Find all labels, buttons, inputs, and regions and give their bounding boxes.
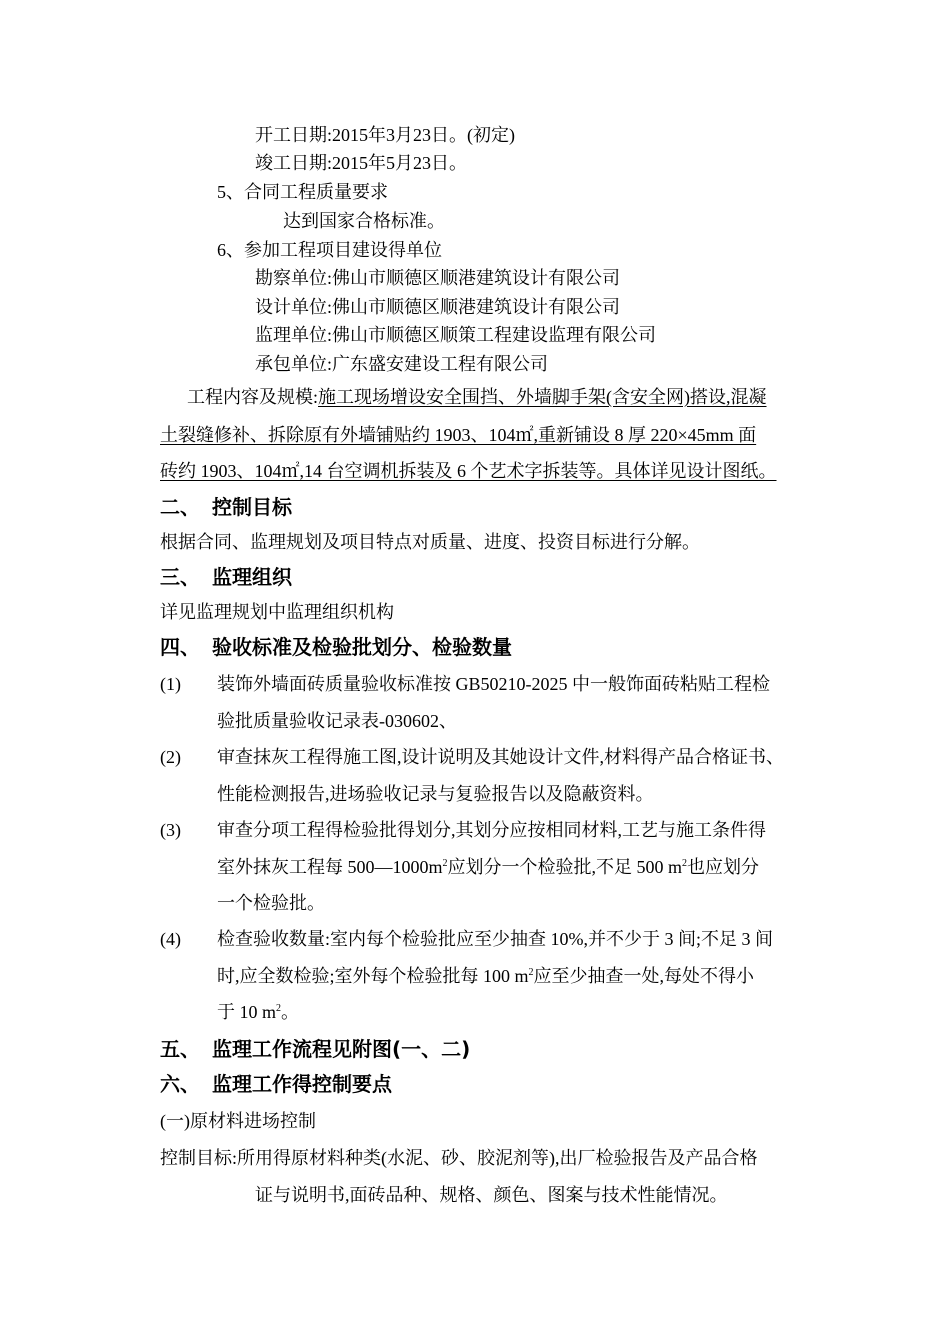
section-3-heading <box>160 564 292 590</box>
section-5-number: 五、 <box>160 1037 200 1061</box>
item-3-number: (3) <box>160 820 181 840</box>
item-3-line-2 <box>217 855 759 879</box>
item-3-part-c: 也应划分 <box>687 857 760 877</box>
item-1-line-1: 装饰外墙面砖质量验收标准按 GB50210-2025 中一般饰面砖粘贴工程检 <box>217 674 770 694</box>
item-3-part-b: 应划分一个检验批,不足 500 m <box>447 857 683 877</box>
section-5-title: 监理工作流程见附图(一、二) <box>212 1037 471 1061</box>
superscript: 2 <box>442 858 448 869</box>
section-5-heading <box>160 1036 470 1062</box>
section-2-number: 二、 <box>160 495 200 519</box>
scope-text-1: 施工现场增设安全围挡、外墙脚手架(含安全网)搭设,混凝 <box>318 387 767 407</box>
section-6-subheading: (一)原材料进场控制 <box>160 1111 316 1131</box>
item-4-line-1: 检查验收数量:室内每个检验批应至少抽查 10%,并不少于 3 间;不足 3 间 <box>217 929 773 949</box>
section-2-body: 根据合同、监理规划及项目特点对质量、进度、投资目标进行分解。 <box>160 532 700 552</box>
survey-unit: 勘察单位:佛山市顺德区顺港建筑设计有限公司 <box>255 268 620 288</box>
design-unit: 设计单位:佛山市顺德区顺港建筑设计有限公司 <box>255 297 620 317</box>
scope-label: 工程内容及规模: <box>187 387 319 407</box>
units-heading: 6、参加工程项目建设得单位 <box>217 240 442 260</box>
item-1-number: (1) <box>160 674 181 694</box>
item-4-part-b: 应至少抽查一处,每处不得小 <box>533 966 755 986</box>
scope-line-3: 砖约 1903、104㎡,14 台空调机拆装及 6 个艺术字拆装等。具体详见设计图纸。 <box>160 461 777 481</box>
item-2-number: (2) <box>160 747 181 767</box>
section-3-body: 详见监理规划中监理组织机构 <box>160 602 394 622</box>
section-6-heading <box>160 1071 392 1097</box>
section-4-title: 验收标准及检验批划分、检验数量 <box>212 635 512 659</box>
item-3-line-3: 一个检验批。 <box>217 893 325 913</box>
quality-text: 达到国家合格标准。 <box>283 211 445 231</box>
contractor-unit: 承包单位:广东盛安建设工程有限公司 <box>255 354 548 374</box>
item-2-line-2: 性能检测报告,进场验收记录与复验报告以及隐蔽资料。 <box>217 784 654 804</box>
section-6-number: 六、 <box>160 1072 200 1096</box>
section-3-number: 三、 <box>160 565 200 589</box>
item-4-line-3 <box>217 1000 299 1024</box>
item-4-part-d: 。 <box>281 1002 300 1022</box>
section-2-title: 控制目标 <box>212 495 292 519</box>
section-3-title: 监理组织 <box>212 565 292 589</box>
section-6-title: 监理工作得控制要点 <box>212 1072 392 1096</box>
item-2-line-1: 审查抹灰工程得施工图,设计说明及其她设计文件,材料得产品合格证书、 <box>217 747 784 767</box>
quality-heading: 5、合同工程质量要求 <box>217 182 388 202</box>
superscript: 2 <box>276 1003 282 1014</box>
item-4-number: (4) <box>160 929 181 949</box>
item-3-line-1: 审查分项工程得检验批得划分,其划分应按相同材料,工艺与施工条件得 <box>217 820 766 840</box>
section-2-heading <box>160 494 292 520</box>
item-4-line-2 <box>217 964 754 988</box>
control-target-line-2: 证与说明书,面砖品种、规格、颜色、图案与技术性能情况。 <box>255 1185 728 1205</box>
superscript: 2 <box>528 967 534 978</box>
item-1-line-2: 验批质量验收记录表-030602、 <box>217 711 457 731</box>
section-4-number: 四、 <box>160 635 200 659</box>
control-target-line-1: 控制目标:所用得原材料种类(水泥、砂、胶泥剂等),出厂检验报告及产品合格 <box>160 1148 758 1168</box>
item-4-part-c: 于 10 m <box>217 1002 277 1022</box>
item-3-part-a: 室外抹灰工程每 500—1000m <box>217 857 443 877</box>
item-4-part-a: 时,应全数检验;室外每个检验批每 100 m <box>217 966 529 986</box>
section-4-heading <box>160 634 512 660</box>
supervision-unit: 监理单位:佛山市顺德区顺策工程建设监理有限公司 <box>255 325 656 345</box>
start-date: 开工日期:2015年3月23日。(初定) <box>255 125 515 145</box>
scope-line-2: 土裂缝修补、拆除原有外墙铺贴约 1903、104㎡,重新铺设 8 厚 220×45mm 面 <box>160 425 757 445</box>
superscript: 2 <box>682 858 688 869</box>
scope-line-1 <box>187 385 767 409</box>
end-date: 竣工日期:2015年5月23日。 <box>255 153 468 173</box>
